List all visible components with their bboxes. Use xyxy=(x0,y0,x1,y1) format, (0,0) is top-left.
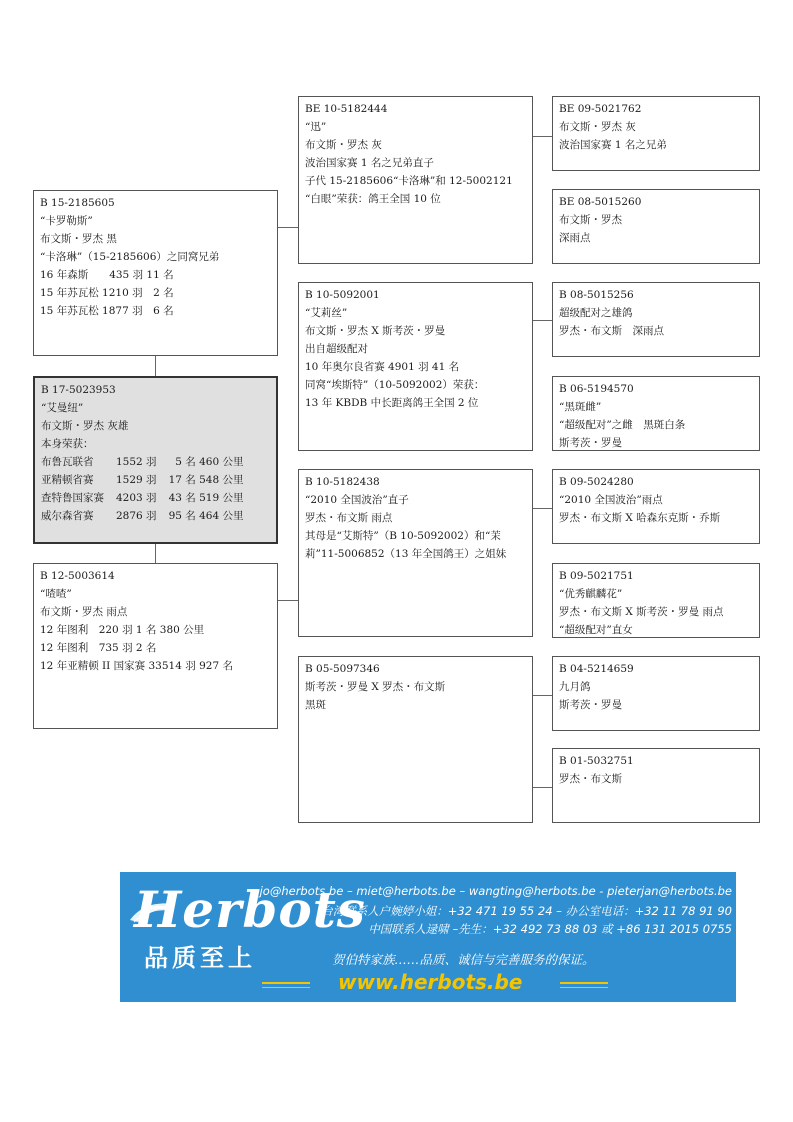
ring-number: B 01-5032751 xyxy=(559,755,634,767)
china-contact: 中国联系人逯啸 –先生：+32 492 73 88 03 或 +86 131 2015 0755 xyxy=(368,922,732,936)
race-place: 43 名 519 公里 xyxy=(168,492,244,504)
race-result: 15 年苏瓦松 1877 羽 6 名 xyxy=(40,305,174,317)
bird-name: “喳喳” xyxy=(40,588,72,600)
dsd-card xyxy=(552,563,760,638)
sire-sire-card xyxy=(298,96,533,264)
ring-number: B 08-5015256 xyxy=(559,289,634,301)
herbots-logo: Herbots xyxy=(134,880,366,939)
bird-info: 斯考茨・罗曼 X 罗杰・布文斯 xyxy=(305,681,446,693)
dam-card xyxy=(33,563,278,729)
bird-info: 罗杰・布文斯 X 哈森东克斯・乔斯 xyxy=(559,512,721,524)
taiwan-contact: 台湾联系人户婉婷小姐：+32 471 19 55 24 – 办公室电话：+32 11 78 91 90 xyxy=(321,904,732,918)
honors-table xyxy=(41,453,255,525)
bird-info: 罗杰・布文斯 雨点 xyxy=(305,512,393,524)
race-result: 12 年亚精顿 II 国家赛 33514 羽 927 名 xyxy=(40,660,233,672)
slogan: 品质至上 xyxy=(144,944,256,972)
bird-info: 出自超级配对 xyxy=(305,343,368,355)
bird-info: 布文斯・罗杰 黑 xyxy=(40,233,117,245)
bird-info: “超级配对”之雌 黑斑白条 xyxy=(559,419,686,431)
bird-info: 13 年 KBDB 中长距离鸽王全国 2 位 xyxy=(305,397,479,409)
ring-number: B 10-5182438 xyxy=(305,476,380,488)
race-birds: 2876 羽 xyxy=(116,510,157,522)
bird-info: “卡洛琳”（15-2185606）之同窝兄弟 xyxy=(40,251,220,263)
bird-info: 其母是“艾斯特”（B 10-5092002）和“茉 xyxy=(305,530,501,542)
connector xyxy=(278,600,298,601)
race-result: 12 年图利 220 羽 1 名 380 公里 xyxy=(40,624,205,636)
bird-info: 波治国家赛 1 名之兄弟 xyxy=(559,139,667,151)
connector xyxy=(532,508,552,509)
bird-name: “迅” xyxy=(305,121,327,133)
bird-info: 同窝“埃斯特”（10-5092002）荣获： xyxy=(305,379,485,391)
herbots-banner xyxy=(120,872,736,1002)
dam-dam-card xyxy=(298,656,533,823)
bird-info: 波治国家赛 1 名之兄弟直子 xyxy=(305,157,434,169)
bird-info: 布文斯・罗杰 灰 xyxy=(559,121,636,133)
connector xyxy=(532,320,552,321)
sire-card xyxy=(33,190,278,356)
bird-info: 子代 15-2185606“卡洛琳”和 12-5002121 xyxy=(305,175,513,187)
race-place: 17 名 548 公里 xyxy=(168,474,244,486)
ssd-card xyxy=(552,189,760,264)
ring-number: B 06-5194570 xyxy=(559,383,634,395)
bird-info: 布文斯・罗杰 X 斯考茨・罗曼 xyxy=(305,325,446,337)
bird-info: “2010 全国波治”雨点 xyxy=(559,494,663,506)
bird-info: 布文斯・罗杰 灰雄 xyxy=(41,420,129,432)
race-result: 12 年图利 735 羽 2 名 xyxy=(40,642,157,654)
race-birds: 1552 羽 xyxy=(116,456,157,468)
email-contacts[interactable]: jo@herbots.be – miet@herbots.be – wangting@herbots.be - pieterjan@herbots.be xyxy=(259,884,732,898)
website-link[interactable]: www.herbots.be xyxy=(338,970,523,994)
bird-name: “优秀麒麟花” xyxy=(559,588,623,600)
dam-sire-card xyxy=(298,469,533,637)
sdd-card xyxy=(552,376,760,451)
dds-card xyxy=(552,656,760,731)
divider xyxy=(560,982,608,984)
table-row xyxy=(41,453,255,471)
race-name: 亚精顿省赛 xyxy=(41,474,94,486)
honors-heading: 本身荣获： xyxy=(41,438,94,450)
ring-number: B 09-5024280 xyxy=(559,476,634,488)
ddd-card xyxy=(552,748,760,823)
sds-card xyxy=(552,282,760,357)
bird-info: 斯考茨・罗曼 xyxy=(559,437,622,449)
connector xyxy=(155,356,156,376)
bird-info: 超级配对之雄鸽 xyxy=(559,307,633,319)
bird-info: 黑斑 xyxy=(305,699,326,711)
bird-info: “白眼”荣获：鸽王全国 10 位 xyxy=(305,193,441,205)
ring-number: B 04-5214659 xyxy=(559,663,634,675)
table-row xyxy=(41,507,255,525)
ring-number: BE 08-5015260 xyxy=(559,196,642,208)
guarantee-text: 贺伯特家族……品质、诚信与完善服务的保证。 xyxy=(332,952,595,967)
divider xyxy=(262,987,310,988)
subject-card xyxy=(33,376,278,544)
bird-info: “超级配对”直女 xyxy=(559,624,633,636)
bird-info: 布文斯・罗杰 雨点 xyxy=(40,606,128,618)
race-name: 查特鲁国家赛 xyxy=(41,492,104,504)
bird-info: 布文斯・罗杰 xyxy=(559,214,622,226)
divider xyxy=(560,987,608,988)
race-name: 布鲁瓦联省 xyxy=(41,456,94,468)
ring-number: B 12-5003614 xyxy=(40,570,115,582)
bird-info: 莉”11-5006852（13 年全国鸽王）之姐妹 xyxy=(305,548,507,560)
bird-info: 罗杰・布文斯 xyxy=(559,773,622,785)
connector xyxy=(532,787,552,788)
ring-number: B 17-5023953 xyxy=(41,384,116,396)
bird-info: 罗杰・布文斯 深雨点 xyxy=(559,325,664,337)
connector xyxy=(532,136,552,137)
bird-name: “2010 全国波治”直子 xyxy=(305,494,409,506)
bird-info: 九月鸽 xyxy=(559,681,591,693)
ring-number: BE 09-5021762 xyxy=(559,103,642,115)
bird-info: 布文斯・罗杰 灰 xyxy=(305,139,382,151)
connector xyxy=(532,695,552,696)
table-row xyxy=(41,489,255,507)
bird-name: “黑斑雌” xyxy=(559,401,602,413)
ring-number: B 15-2185605 xyxy=(40,197,115,209)
race-result: 10 年奥尔良省赛 4901 羽 41 名 xyxy=(305,361,460,373)
race-place: 5 名 460 公里 xyxy=(175,456,244,468)
ring-number: B 05-5097346 xyxy=(305,663,380,675)
dss-card xyxy=(552,469,760,544)
sire-dam-card xyxy=(298,282,533,451)
bird-info: 深雨点 xyxy=(559,232,591,244)
race-birds: 1529 羽 xyxy=(116,474,157,486)
race-result: 15 年苏瓦松 1210 羽 2 名 xyxy=(40,287,174,299)
race-birds: 4203 羽 xyxy=(116,492,157,504)
bird-info: 斯考茨・罗曼 xyxy=(559,699,622,711)
race-name: 威尔森省赛 xyxy=(41,510,94,522)
ring-number: BE 10-5182444 xyxy=(305,103,388,115)
bird-name: “卡罗勒斯” xyxy=(40,215,93,227)
connector xyxy=(155,544,156,563)
bird-name: “艾曼纽” xyxy=(41,402,84,414)
table-row xyxy=(41,471,255,489)
race-place: 95 名 464 公里 xyxy=(168,510,244,522)
sss-card xyxy=(552,96,760,171)
divider xyxy=(262,982,310,984)
race-result: 16 年森斯 435 羽 11 名 xyxy=(40,269,174,281)
ring-number: B 10-5092001 xyxy=(305,289,380,301)
bird-info: 罗杰・布文斯 X 斯考茨・罗曼 雨点 xyxy=(559,606,724,618)
ring-number: B 09-5021751 xyxy=(559,570,634,582)
bird-name: “艾莉丝” xyxy=(305,307,348,319)
connector xyxy=(278,227,298,228)
